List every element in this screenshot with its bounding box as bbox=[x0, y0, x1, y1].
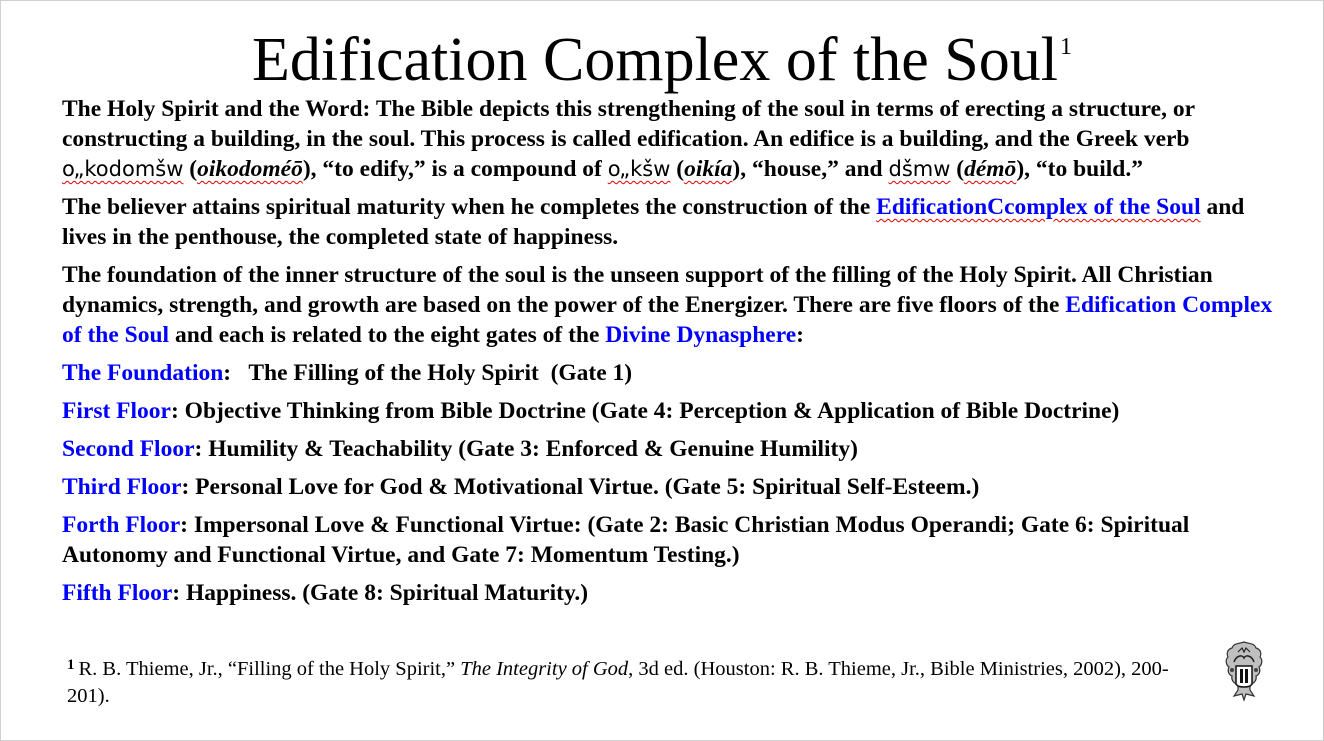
p3-text-a: The foundation of the inner structure of the soul is the unseen support of the filling of the Holy Spirit. All Christian dynamics, strength, and growth are based on the power of the Energizer. There are five floors of the bbox=[62, 262, 1213, 318]
translit-oikia: oikía bbox=[684, 156, 733, 182]
title-footnote-marker[interactable]: 1 bbox=[1059, 34, 1072, 60]
footnote-text-a: R. B. Thieme, Jr., “Filling of the Holy Spirit,” bbox=[78, 658, 461, 680]
floor-text: : Happiness. (Gate 8: Spiritual Maturity.) bbox=[172, 580, 589, 606]
floor-text: : Personal Love for God & Motivational Virtue. (Gate 5: Spiritual Self-Esteem.) bbox=[181, 474, 980, 500]
greek-word-oikodomeo: o„kodomšw bbox=[62, 157, 184, 181]
floor-text: : The Filling of the Holy Spirit (Gate 1) bbox=[223, 360, 633, 386]
page-title bbox=[0, 8, 1324, 99]
p1-text-e: ), “house,” and bbox=[732, 156, 889, 182]
footnote-text-b: , 3d ed. (Houston: R. B. Thieme, Jr., Bible Ministries, 2002), 200-201). bbox=[67, 658, 1169, 707]
floor-label-first[interactable]: First Floor bbox=[62, 398, 171, 424]
p1-text-b: ( bbox=[183, 156, 198, 182]
footnote bbox=[67, 652, 1187, 710]
floor-item bbox=[62, 578, 1277, 608]
floor-item bbox=[62, 510, 1277, 570]
floor-item bbox=[62, 358, 1277, 388]
p1-text-d: ( bbox=[670, 156, 685, 182]
title-text: Edification Complex of the Soul bbox=[252, 26, 1058, 94]
footnote-book-title: The Integrity of God bbox=[460, 658, 629, 680]
p1-text-a: The Holy Spirit and the Word: The Bible depicts this strengthening of the soul in terms of erecting a structure, or constructing a building, in the soul. This process is called edification. An edifice is a building, and the Greek verb bbox=[62, 96, 1195, 152]
p1-text-f: ( bbox=[950, 156, 965, 182]
floor-text: : Impersonal Love & Functional Virtue: (Gate 2: Basic Christian Modus Operandi; Gate 6: Spiritual Autonomy and Functional Virtue, and Gate 7: Momentum Testing.) bbox=[62, 512, 1190, 568]
paragraph-edification bbox=[62, 94, 1277, 184]
floor-label-third[interactable]: Third Floor bbox=[62, 474, 182, 500]
floor-item bbox=[62, 472, 1277, 502]
translit-oikodomeo: oikodoméō bbox=[197, 156, 303, 182]
floor-label-second[interactable]: Second Floor bbox=[62, 436, 195, 462]
floor-label-foundation[interactable]: The Foundation bbox=[62, 360, 224, 386]
translit-demo: démō bbox=[964, 156, 1017, 182]
p3-text-c: : bbox=[796, 322, 804, 348]
floor-item bbox=[62, 434, 1277, 464]
link-edification-complex-2[interactable]: Edification Complex of the Soul bbox=[62, 292, 1273, 348]
paragraph-maturity bbox=[62, 192, 1277, 252]
paragraph-foundation bbox=[62, 260, 1277, 350]
p3-text-b: and each is related to the eight gates of the bbox=[169, 322, 606, 348]
p1-text-c: ), “to edify,” is a compound of bbox=[302, 156, 608, 182]
link-divine-dynasphere[interactable]: Divine Dynasphere bbox=[605, 322, 797, 348]
greek-word-demo: dšmw bbox=[888, 157, 951, 181]
p2-text-b: and lives in the penthouse, the completed state of happiness. bbox=[62, 194, 1245, 250]
p1-text-g: ), “to build.” bbox=[1016, 156, 1143, 182]
floor-item bbox=[62, 396, 1277, 426]
footnote-marker: 1 bbox=[67, 657, 75, 673]
p2-text-a: The believer attains spiritual maturity when he completes the construction of the bbox=[62, 194, 877, 220]
floor-text: : Objective Thinking from Bible Doctrine (Gate 4: Perception & Application of Bible Doctrine) bbox=[170, 398, 1120, 424]
floor-label-forth[interactable]: Forth Floor bbox=[62, 512, 181, 538]
body-content bbox=[62, 94, 1277, 616]
greek-word-oikia: o„kšw bbox=[607, 157, 671, 181]
floor-label-fifth[interactable]: Fifth Floor bbox=[62, 580, 173, 606]
ministry-crest-icon bbox=[1222, 640, 1266, 702]
link-edification-complex[interactable]: EdificationCcomplex of the Soul bbox=[876, 194, 1201, 220]
floor-text: : Humility & Teachability (Gate 3: Enforced & Genuine Humility) bbox=[194, 436, 858, 462]
